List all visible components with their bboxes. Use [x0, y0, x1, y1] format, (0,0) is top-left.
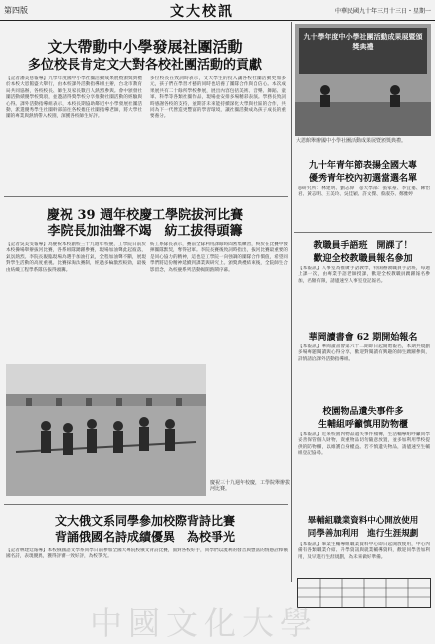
- article2-body-left: 【記者吳美雯報導】為慶祝本校創校三十九週年校慶，工學院日前於本校操場舉辦拔河比賽，各系組隊踴躍參賽，現場加油聲此起彼落，氣氛熱烈。李院長親臨現場為選手加油打氣，全程加油聲不斷，展現對學生活動的高度重視。比賽採淘汰賽制，經過多輪激烈較勁，最後由紡織工程學系隊伍拔得頭籌。: [6, 242, 146, 273]
- career-center-title: 畢輔組職業資料中心開放使用: [307, 516, 419, 526]
- article2-headline: 慶祝 39 週年校慶工學院拔河比賽: [46, 208, 244, 223]
- page-header: [0, 0, 435, 21]
- sign-language-subtitle: 歡迎全校教職員報名參加: [313, 254, 413, 264]
- article1-body-right: 多位校長在致詞時表示，文大學生的投入讓各校社團活動更加多元，孩子們在學習才藝的同時也培養了團隊合作與自信心。本次成果展共有二十餘所學校參展，展出內容包括美術、音樂、舞蹈、童軍、科學等各類社團作品，現場並安排多場精彩表演。學務長致詞時感謝各校的支持，並期許未來能持續深化大學與社區的合作，共同為下一代營造更豐富的學習環境，讓社團活動成為孩子成長的重要養分。: [150, 76, 286, 120]
- photo-illustration: [6, 364, 206, 496]
- youth-day-subtitle: 優秀青年校內初選當選名單: [308, 174, 417, 184]
- masthead-title: 文大校訊: [170, 4, 234, 20]
- reading-club-title: 華岡讀書會 62 期開始報名: [308, 333, 418, 343]
- watermark: 中國文化大學: [90, 604, 319, 642]
- column-divider: [291, 22, 292, 582]
- photo-banner-text: 九十學年度中小學社團活動成果展暨頒獎典禮: [303, 33, 423, 51]
- article1-subheadline: 多位校長肯定文大對各校社團活動的貢獻: [27, 58, 262, 73]
- divider: [4, 504, 288, 505]
- article3-headline: 文大俄文系同學參加校際背詩比賽: [54, 514, 235, 528]
- article1-headline: 文大帶動中小學發展社團活動: [47, 38, 243, 56]
- ceremony-photo: [295, 24, 431, 136]
- lost-items-subtitle: 生輔組呼籲慎用防物櫃: [317, 420, 408, 430]
- article3-body: 【記者林建廷報導】本校俄國語文學系同學日前參加全國大專院校俄文背詩比賽，面對各校好手，同學們以流利的發音與豐富的情感詮釋俄國名詩，表現優異，獲得評審一致好評，為校爭光。: [6, 548, 288, 560]
- youth-day-title: 九十年青年節表揚全國大專: [308, 161, 417, 171]
- tug-of-war-photo: [6, 364, 206, 496]
- sign-language-body: 【本報訊】人事室為推廣手語教學，特開辦教職員手語班，每週上課一次，由專業手語老師授課，歡迎全校教職員踴躍報名參加，名額有限，請儘速至人事室登記報名。: [298, 266, 430, 284]
- sign-language-title: 教職員手語班 開課了！: [313, 241, 413, 251]
- page-number: 第四版: [4, 6, 28, 15]
- divider: [294, 232, 432, 233]
- right-photo-caption: 大恩館舉辦國中小學社團活動成果展暨頒獎典禮。: [296, 138, 407, 144]
- lost-items-body: 【本報訊】近來校園內物品遺失事件頻傳，生活輔導組呼籲同學妥善保管個人財物，貴重物品切勿隨意放置，並多加利用學校提供的防物櫃，以維護自身權益。若不慎遺失物品，請儘速至生輔組登記協尋。: [298, 432, 430, 457]
- article2-photo-caption: 慶祝三十九週年校慶，工學院舉辦拔河比賽。: [210, 480, 291, 492]
- career-center-body: 【本報訊】畢業生輔導組職業資料中心即日起開放使用，中心內備有各類職業介紹、升學資訊與就業輔導資料，歡迎同學善加利用，及早進行生涯規劃，為未來做好準備。: [298, 542, 430, 560]
- career-center-subtitle: 同學善加利用 進行生涯規劃: [307, 529, 419, 539]
- divider: [4, 196, 288, 197]
- article1-body-left: 【記者潘美慈報導】九學年度國中小學社團活動成果展暨頒獎典禮於本校大恩館盛大舉行，由本校課外活動指導組主辦，台北市教育局共同協辦，各校校長、師生及家長數百人熱烈參與。會中頒發社團活動績優學校獎項，並邀請得獎學校分享推動社團活動的經驗與心得。課外活動指導組表示，本校長期協助鄰近中小學發展社團活動，派遣優秀學生社團幹部前往各校擔任社團指導老師，將大學社團的專業與熱情帶入校園，深獲各校師生好評。: [6, 76, 142, 120]
- article2-subheadline: 李院長加油聲不竭 紡工拔得頭籌: [47, 224, 243, 239]
- reading-club-body: 【本報訊】華岡讀書會第六十二期即日起開始報名，本期共規劃多場專題閱讀與心得分享，歡迎對閱讀有興趣的師生踴躍參與，詳情請洽課外活動指導組。: [298, 344, 430, 362]
- article3-subheadline: 背誦俄國名詩成績優異 為校爭光: [54, 530, 235, 544]
- lost-items-title: 校園物品遺失事件多: [322, 407, 404, 417]
- youth-day-list: ◎研究所：林建明、劉志偉 ◎大學部：張家豪、李宜蓁、陳怡君、黃志明、王美玲、吳佳穎、許文傑、蔡淑芬、鄭雅婷: [298, 186, 430, 198]
- article2-body-right: 紡工系隊長表示，賽前全隊利用課餘時間密集練習，終於在比賽中發揮團隊默契，奪得冠軍。李院長賽後致詞時指出，拔河比賽最重要的是同心協力的精神，這也是工學院一向強調的團隊合作價值，希望同學們將這份精神延續到課業與研究上。頒獎典禮結束後，全院師生合影留念，為校慶系列活動揭開熱鬧序幕。: [150, 242, 288, 273]
- issue-date: 中華民國九十年三月十三日・星期一: [334, 8, 431, 15]
